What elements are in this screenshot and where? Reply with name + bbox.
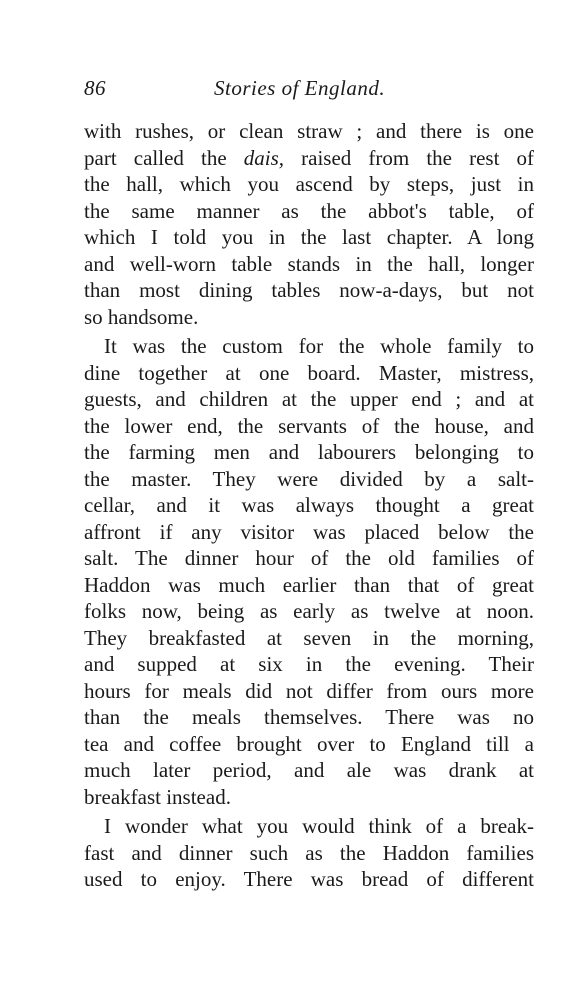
text-line: than most dining tables now-a-days, but not: [84, 278, 534, 302]
text-line: the master. They were divided by a salt-: [84, 466, 534, 491]
text-line: tea and coffee brought over to England till a: [84, 731, 534, 756]
text-line: I wonder what you would think of a break-: [104, 814, 534, 838]
text-line: with rushes, or clean straw ; and there is one: [84, 119, 534, 143]
text-line: and supped at six in the evening. Their: [84, 652, 534, 676]
text-line: Haddon was much earlier than that of great: [84, 572, 534, 597]
text-line: used to enjoy. There was bread of different: [84, 867, 534, 891]
text-line: folks now, being as early as twelve at noon.: [84, 599, 534, 623]
text-line: the farming men and labourers belonging to: [84, 440, 534, 464]
text-line: and well-worn table stands in the hall, longer: [84, 251, 534, 276]
text-line: hours for meals did not differ from ours more: [84, 678, 534, 703]
running-title: Stories of England.: [214, 76, 386, 100]
text-line: the hall, which you ascend by steps, just in: [84, 172, 534, 196]
italic-word: dais,: [243, 145, 285, 170]
text-line: [84, 145, 534, 172]
text-line: the lower end, the servants of the house, and: [84, 413, 534, 438]
text-line: They breakfasted at seven in the morning,: [84, 625, 534, 650]
text-line-segment: part called the: [84, 145, 244, 170]
text-line: guests, and children at the upper end ; and at: [84, 387, 534, 411]
text-line: than the meals themselves. There was no: [84, 705, 534, 729]
text-line-segment: raised from the rest of: [284, 145, 534, 170]
text-line: affront if any visitor was placed below the: [84, 519, 534, 544]
page-number: 86: [84, 76, 106, 100]
text-line: much later period, and ale was drank at: [84, 758, 534, 782]
text-line: dine together at one board. Master, mistress,: [84, 360, 534, 385]
text-line: so handsome.: [84, 304, 199, 329]
text-line: the same manner as the abbot's table, of: [84, 198, 534, 223]
text-line: It was the custom for the whole family to: [104, 334, 534, 358]
text-line: cellar, and it was always thought a great: [84, 493, 534, 517]
text-line: breakfast instead.: [84, 784, 231, 809]
body-text: [84, 118, 534, 893]
page-header: [84, 76, 534, 104]
text-line: salt. The dinner hour of the old families of: [84, 546, 534, 570]
text-line: fast and dinner such as the Haddon families: [84, 840, 534, 865]
text-line: which I told you in the last chapter. A long: [84, 225, 534, 249]
